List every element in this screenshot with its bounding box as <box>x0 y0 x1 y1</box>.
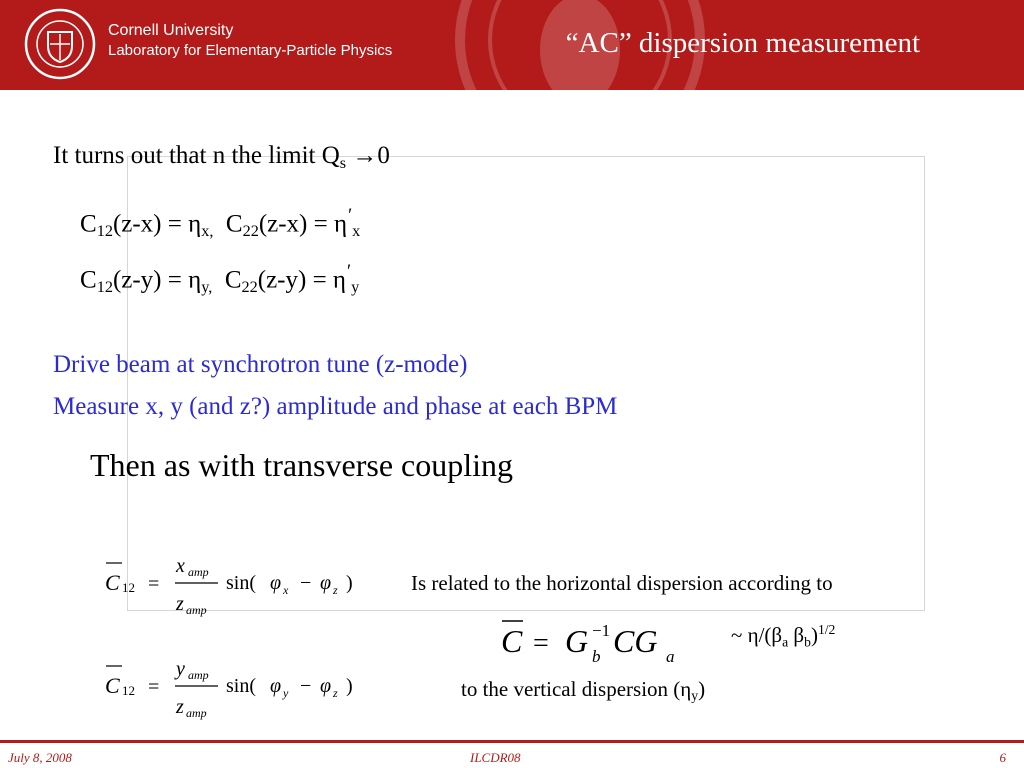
formula-c12-y <box>100 655 370 725</box>
approx-expression <box>731 622 835 650</box>
c12-arg: (z-y) = η <box>112 266 202 294</box>
prime-mark: ′ <box>347 261 352 282</box>
denominator: z <box>176 593 184 615</box>
sin-function: sin( <box>226 572 256 594</box>
phi-sub: z <box>333 583 338 597</box>
intro-line <box>53 142 390 173</box>
vertical-close: ) <box>698 677 706 701</box>
footer-page-number: 6 <box>999 750 1006 765</box>
c12-sub: 12 <box>96 222 113 241</box>
vertical-sub: y <box>691 688 699 704</box>
denominator: z <box>176 696 184 718</box>
g-sup: −1 <box>592 621 611 640</box>
minus-sign: − <box>300 675 312 697</box>
g-sub: b <box>592 647 601 666</box>
sin-function: sin( <box>226 675 256 697</box>
phi-symbol: φ <box>320 572 332 594</box>
footer-date: July 8, 2008 <box>8 750 72 765</box>
intro-text: It turns out that n the limit Q <box>53 142 340 169</box>
intro-tail: 0 <box>377 142 390 169</box>
c-bar-symbol: C <box>501 623 523 659</box>
approx-prefix: ~ η/(β <box>731 623 783 648</box>
prime-mark: ′ <box>348 205 353 226</box>
c22-symbol: C <box>224 266 242 294</box>
c12-symbol: C <box>80 266 97 294</box>
numerator-sub: amp <box>188 565 209 579</box>
g-symbol: G <box>565 623 589 659</box>
slide-footer <box>0 740 1024 768</box>
drive-beam-line: Drive beam at synchrotron tune (z-mode) <box>53 351 468 378</box>
footer-conference: ILCDR08 <box>470 750 521 765</box>
cornell-seal-icon <box>24 8 96 80</box>
approx-mid: β <box>788 623 805 648</box>
slide-header <box>0 0 1024 90</box>
c-bar-symbol: C <box>105 673 120 698</box>
phi-sub: y <box>283 686 289 700</box>
cg-symbol: CG <box>613 623 658 659</box>
university-name: Cornell University <box>108 22 234 39</box>
denominator-sub: amp <box>186 603 207 617</box>
formula-c12-x <box>100 552 370 622</box>
equals-sign: = <box>148 676 160 698</box>
minus-sign: − <box>300 572 312 594</box>
approx-close: ) <box>810 623 818 648</box>
then-line: Then as with transverse coupling <box>90 447 513 483</box>
numerator: x <box>176 555 185 577</box>
cg-sub: a <box>666 647 675 666</box>
vertical-text: to the vertical dispersion (η <box>461 677 692 701</box>
c-bar-symbol: C <box>105 570 120 595</box>
c-sub: 12 <box>122 683 135 698</box>
eta-sub: y, <box>201 278 213 297</box>
c22-arg: (z-y) = η <box>257 266 347 294</box>
equation-y <box>80 261 359 297</box>
numerator-sub: amp <box>188 668 209 682</box>
c12-sub: 12 <box>96 278 113 297</box>
beta-a-sub: a <box>782 634 789 650</box>
arrow-icon: → <box>352 142 378 169</box>
phi-symbol: φ <box>270 675 282 697</box>
equals-sign: = <box>533 628 549 659</box>
related-horizontal-text: Is related to the horizontal dispersion according to <box>411 571 833 595</box>
equals-sign: = <box>148 573 160 595</box>
c22-arg: (z-x) = η <box>258 210 348 238</box>
c12-symbol: C <box>80 210 97 238</box>
close-paren: ) <box>346 572 353 594</box>
phi-symbol: φ <box>320 675 332 697</box>
slide-title: “AC” dispersion measurement <box>565 27 920 59</box>
approx-exp: 1/2 <box>817 622 836 637</box>
equation-x <box>80 205 360 241</box>
c22-symbol: C <box>225 210 243 238</box>
footer-rule <box>0 740 1024 743</box>
measure-line: Measure x, y (and z?) amplitude and phase at each BPM <box>53 393 618 420</box>
c12-arg: (z-x) = η <box>112 210 202 238</box>
phi-sub: z <box>333 686 338 700</box>
formula-c-gcg <box>497 612 697 668</box>
c22-sub: 22 <box>241 278 258 297</box>
beta-b-sub: b <box>804 634 811 650</box>
vertical-dispersion-text <box>461 677 705 704</box>
intro-sub: s <box>339 153 347 172</box>
eta-sub: x, <box>201 222 214 241</box>
c22-sub: 22 <box>242 222 259 241</box>
c-sub: 12 <box>122 580 135 595</box>
denominator-sub: amp <box>186 706 207 720</box>
phi-sub: x <box>283 583 289 597</box>
phi-symbol: φ <box>270 572 282 594</box>
close-paren: ) <box>346 675 353 697</box>
numerator: y <box>176 658 185 680</box>
eta-prime-sub: y <box>351 278 360 297</box>
eta-prime-sub: x <box>352 222 361 241</box>
lab-name: Laboratory for Elementary-Particle Physics <box>108 42 393 59</box>
